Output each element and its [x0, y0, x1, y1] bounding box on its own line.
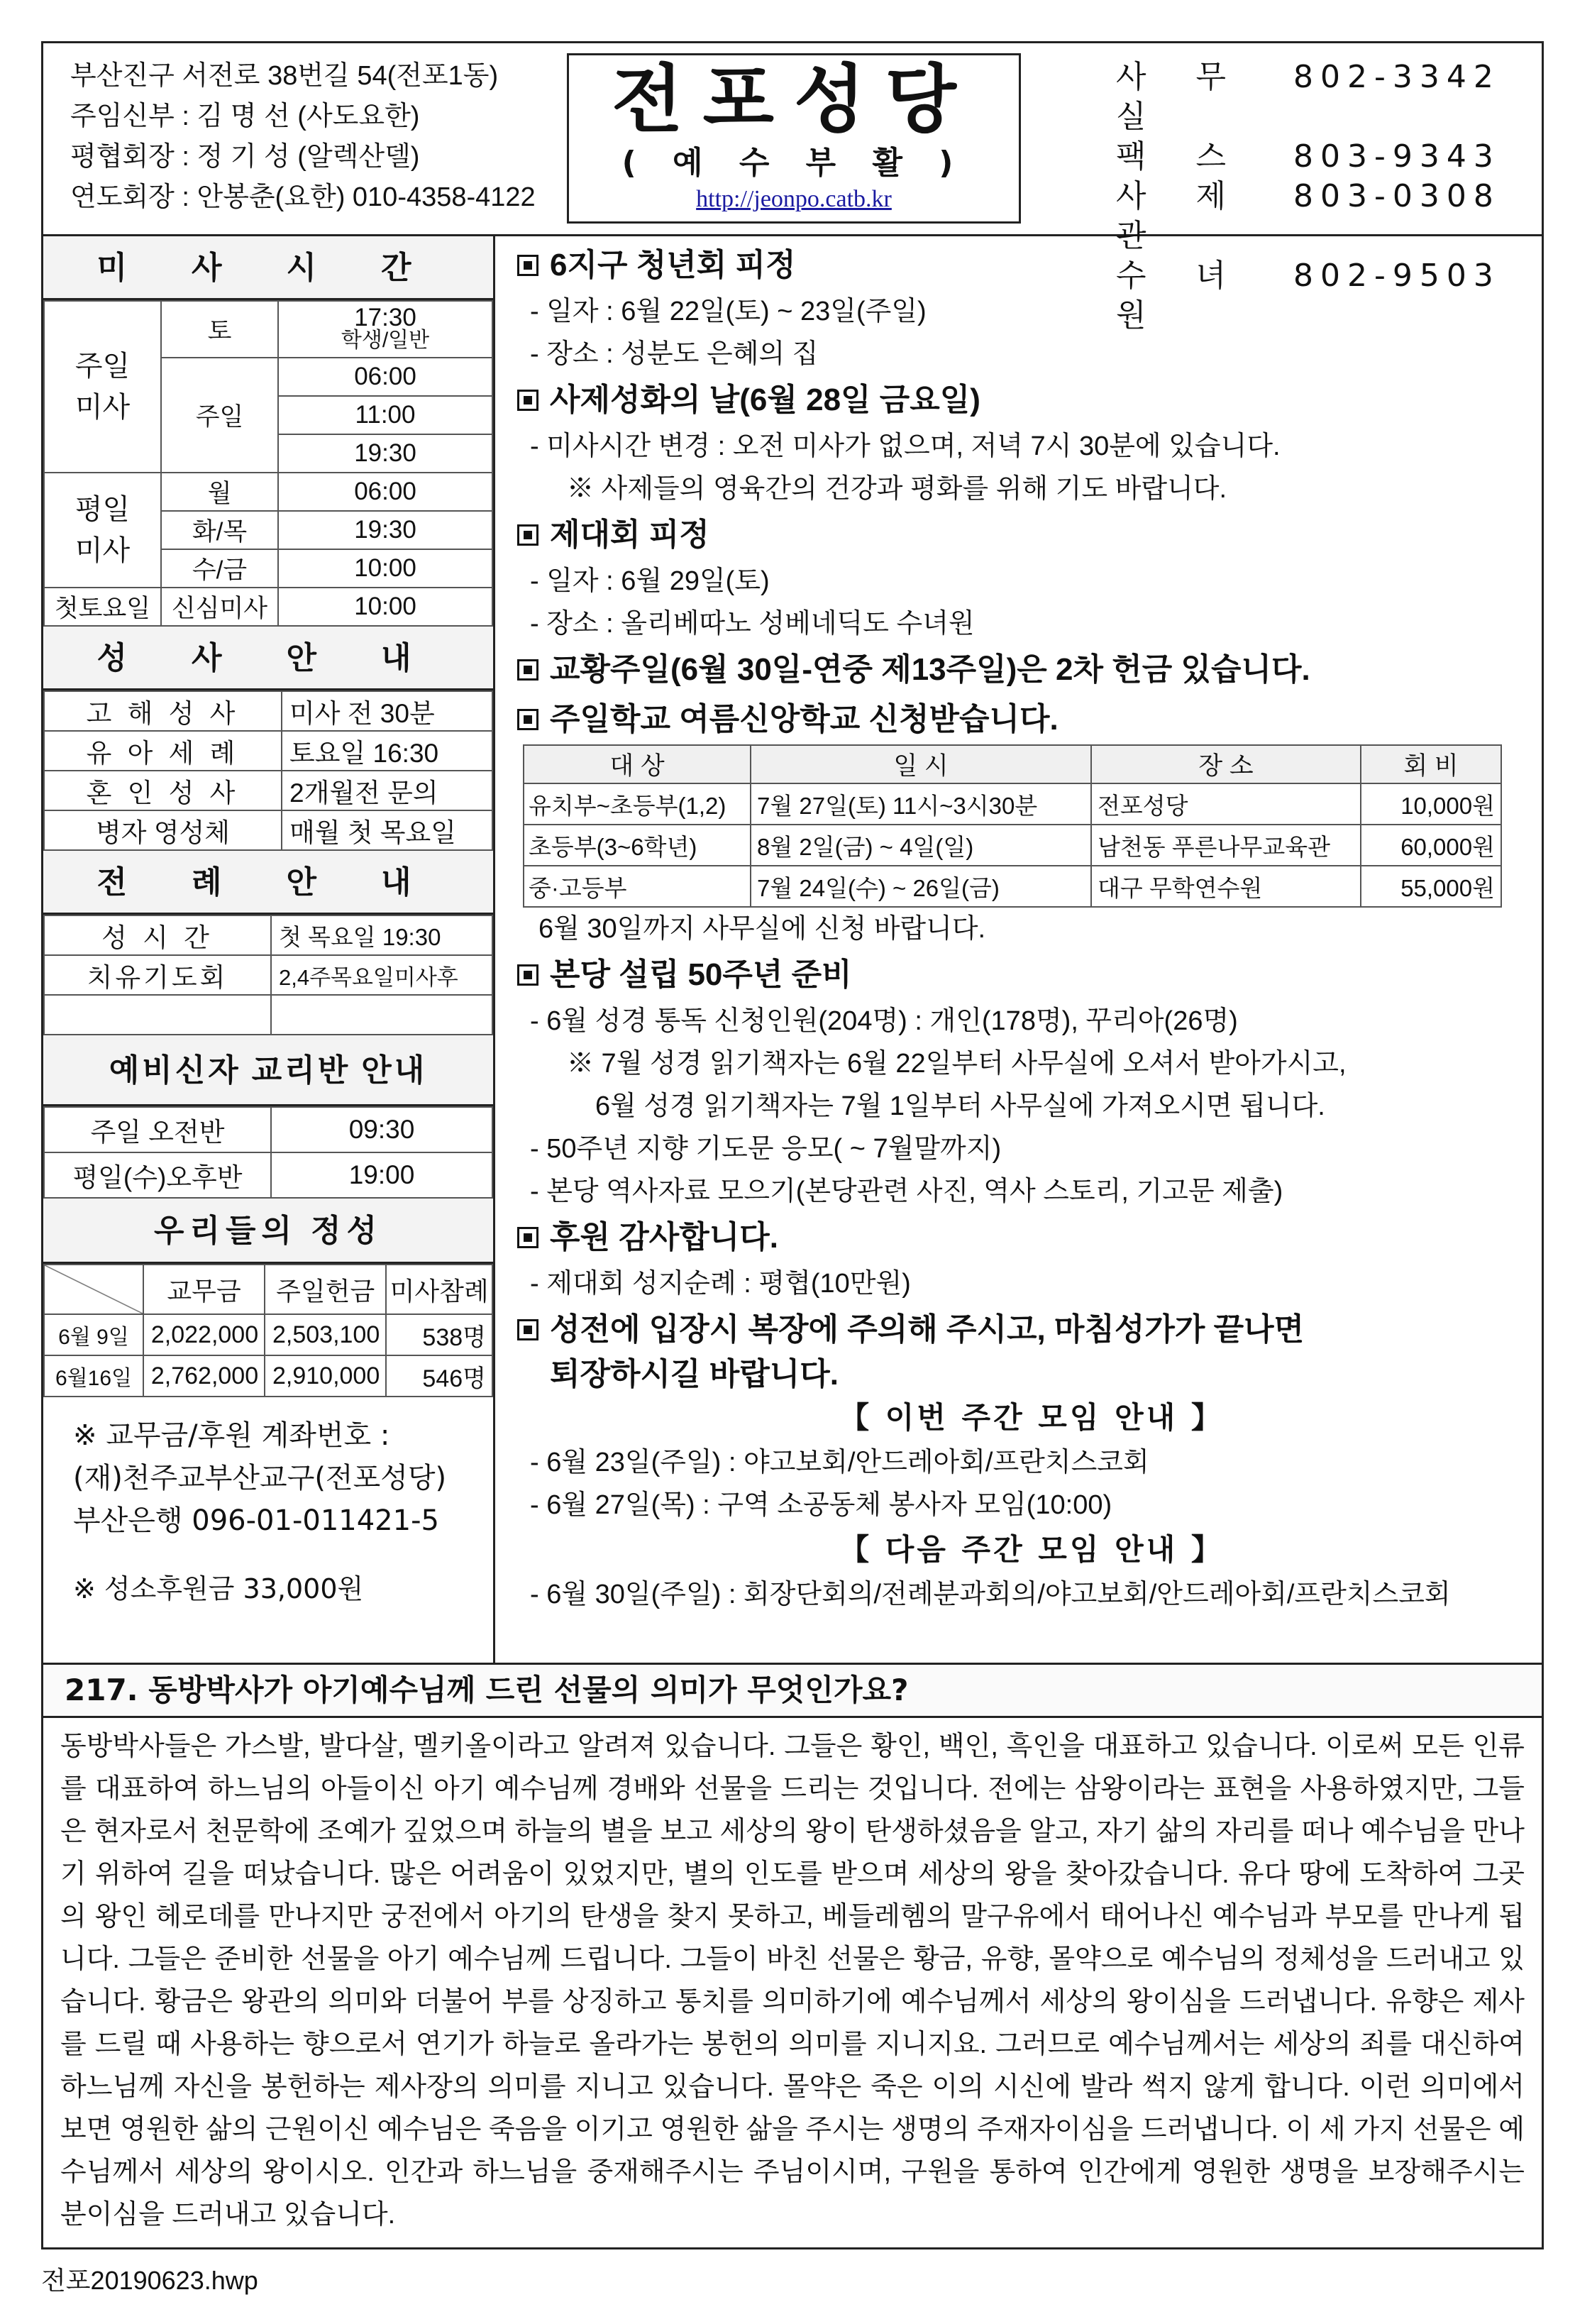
news-line: - 6월 27일(목) : 구역 소공동체 봉사자 모임(10:00) — [530, 1490, 1112, 1520]
firstsat-kind: 신심미사 — [161, 588, 278, 626]
class-name: 평일(수)오후반 — [44, 1152, 271, 1198]
sacrament-name: 병자 영성체 — [44, 810, 282, 850]
mon-time: 06:00 — [278, 473, 492, 511]
left-column — [43, 236, 495, 1663]
news-line: ※ 사제들의 영육간의 건강과 평화를 위해 기도 바랍니다. — [567, 474, 1227, 504]
square-bullet-icon — [517, 964, 538, 986]
pastor: 주임신부 : 김 명 선 (사도요한) — [70, 101, 420, 131]
worship-empty — [271, 995, 492, 1035]
square-bullet-icon — [517, 255, 538, 276]
table-cell: 중·고등부 — [524, 866, 751, 907]
file-name: 전포20190623.hwp — [41, 2266, 258, 2295]
table-cell: 10,000원 — [1361, 783, 1501, 825]
mon-label: 월 — [161, 473, 278, 511]
worship-time: 2,4주목요일미사후 — [271, 955, 492, 995]
news-heading: 사제성화의 날(6월 28일 금요일) — [517, 375, 1546, 425]
news-line: 6월 성경 읽기책자는 7월 1일부터 사무실에 가져오시면 됩니다. — [595, 1091, 1325, 1121]
account-info — [43, 1397, 493, 1610]
qa-section — [43, 1663, 1542, 2252]
sun-time: 19:30 — [278, 434, 492, 473]
col-header: 미사참례 — [386, 1265, 492, 1314]
nextweek-title: 【 다음 주간 모임 안내 】 — [839, 1532, 1224, 1567]
phone-number: 803-0308 — [1293, 178, 1501, 214]
table-cell: 초등부(3~6학년) — [524, 825, 751, 866]
firstsat-label: 첫토요일 — [44, 588, 161, 626]
table-cell: 전포성당 — [1091, 783, 1361, 825]
address: 부산진구 서전로 38번길 54(전포1동) — [70, 61, 499, 91]
phone-number: 802-3342 — [1293, 59, 1501, 95]
sacrament-title: 성 사 안 내 — [43, 627, 493, 690]
account-line: 부산은행 096-01-011421-5 — [73, 1504, 439, 1537]
table-cell: 8월 2일(금) ~ 4일(일) — [751, 825, 1091, 866]
table-cell: 7월 24일(수) ~ 26일(금) — [751, 866, 1091, 907]
worship-table — [43, 915, 493, 1035]
title-box — [567, 53, 1021, 224]
news-line: - 일자 : 6월 29일(토) — [530, 566, 770, 596]
parish-info — [70, 56, 581, 218]
tuethu-label: 화/목 — [161, 511, 278, 549]
offering-value: 538명 — [386, 1314, 492, 1355]
ladies-president: 연도회장 : 안봉춘(요한) 010-4358-4122 — [70, 182, 536, 212]
sacrament-time: 매월 첫 목요일 — [282, 810, 492, 850]
news-line: - 50주년 지향 기도문 응모( ~ 7월말까지) — [530, 1134, 1002, 1164]
offering-title: 우리들의 정성 — [43, 1199, 493, 1264]
diagonal-cell — [44, 1265, 143, 1314]
mass-title: 미 사 시 간 — [43, 236, 493, 300]
table-cell: 7월 27일(토) 11시~3시30분 — [751, 783, 1091, 825]
news-heading: 주일학교 여름신앙학교 신청받습니다. — [517, 695, 1546, 744]
worship-title: 전 례 안 내 — [43, 851, 493, 915]
sacrament-time: 2개월전 문의 — [282, 771, 492, 810]
class-time: 19:00 — [271, 1152, 492, 1198]
news-heading: 본당 설립 50주년 준비 — [517, 950, 1546, 1000]
news-line: - 장소 : 성분도 은혜의 집 — [530, 339, 819, 369]
catechumen-title: 예비신자 교리반 안내 — [43, 1035, 493, 1106]
qa-title: 217. 동방박사가 아기예수님께 드린 선물의 의미가 무엇인가요? — [43, 1665, 1542, 1718]
news-line: - 일자 : 6월 22일(토) ~ 23일(주일) — [530, 297, 927, 326]
sacrament-name: 고 해 성 사 — [44, 691, 282, 731]
offering-value: 546명 — [386, 1355, 492, 1397]
table-cell: 유치부~초등부(1,2) — [524, 783, 751, 825]
sun-label: 주일 — [161, 358, 278, 473]
offering-value: 2,910,000 — [265, 1355, 386, 1397]
council-president: 평협회장 : 정 기 성 (알렉산델) — [70, 142, 420, 172]
account-line: ※ 교무금/후원 계좌번호 : — [73, 1419, 390, 1452]
support-info: ※ 성소후원금 33,000원 — [73, 1573, 364, 1604]
news-heading: 성전에 입장시 복장에 주의해 주시고, 마침성가가 끝나면 — [517, 1305, 1546, 1355]
phone-label: 사 무 실 — [1116, 59, 1246, 135]
sacrament-time: 토요일 16:30 — [282, 731, 492, 771]
worship-empty — [44, 995, 271, 1035]
phone-label: 사 제 관 — [1116, 178, 1246, 254]
news-line: 6월 30일까지 사무실에 신청 바랍니다. — [538, 914, 986, 944]
class-name: 주일 오전반 — [44, 1107, 271, 1152]
catechumen-table — [43, 1106, 493, 1199]
col-header: 장 소 — [1091, 745, 1361, 783]
col-header: 교무금 — [143, 1265, 265, 1314]
news-line: - 본당 역사자료 모으기(본당관련 사진, 역사 스토리, 기고문 제출) — [530, 1177, 1283, 1206]
news-line: - 6월 23일(주일) : 야고보회/안드레아회/프란치스코회 — [530, 1448, 1149, 1477]
sat-note: 학생/일반 — [341, 329, 430, 352]
col-header: 대 상 — [524, 745, 751, 783]
parish-title: 전포성당 — [612, 60, 976, 141]
worship-time: 첫 목요일 19:30 — [271, 915, 492, 955]
sacrament-name: 유 아 세 례 — [44, 731, 282, 771]
square-bullet-icon — [517, 390, 538, 411]
col-header: 주일헌금 — [265, 1265, 386, 1314]
offering-date: 6월 9일 — [44, 1314, 143, 1355]
news-heading: 후원 감사합니다. — [517, 1213, 1546, 1262]
firstsat-time: 10:00 — [278, 588, 492, 626]
news-line: - 6월 성경 통독 신청인원(204명) : 개인(178명), 꾸리아(26명) — [530, 1006, 1238, 1036]
website-link[interactable]: http://jeonpo.catb.kr — [696, 186, 892, 212]
offering-date: 6월16일 — [44, 1355, 143, 1397]
sacrament-time: 미사 전 30분 — [282, 691, 492, 731]
sun-time: 11:00 — [278, 396, 492, 434]
tuethu-time: 19:30 — [278, 511, 492, 549]
news-line: - 제대회 성지순례 : 평협(10만원) — [530, 1269, 911, 1299]
offering-value: 2,503,100 — [265, 1314, 386, 1355]
table-cell: 55,000원 — [1361, 866, 1501, 907]
square-bullet-icon — [517, 1227, 538, 1248]
account-line: (재)천주교부산교구(전포성당) — [73, 1462, 447, 1494]
news-heading: 교황주일(6월 30일-연중 제13주일)은 2차 헌금 있습니다. — [517, 645, 1546, 695]
qa-body: 동방박사들은 가스발, 발다살, 멜키올이라고 알려져 있습니다. 그들은 황인, 백인, 흑인을 대표하고 있습니다. 이로써 모든 인류를 대표하여 하느님의 아들이신 아기 예수님께 경배와 선물을 드리는 것입니다. 전에는 삼왕이라는 표현을 사용하였지만, 그들은 현자로서 천문학에 조예가 깊었으며 하늘의 별을 보고 세상의 왕이 탄생하셨음을 알고, 자기 삶의 자리를 떠나 예수님을 만나기 위하여 길을 떠났습니다. 많은 어려움이 있었지만, 별의 인도를 받으며 세상의 왕을 찾아갔습니다. 유다 땅에 도착하여 그곳의 왕인 헤로데를 만나지만 궁전에서 아기의 탄생을 찾지 못하고, 베들레헴의 말구유에서 태어나신 예수님과 부모를 만나게 됩니다. 그들은 준비한 선물을 아기 예수님께 드립니다. 그들이 바친 선물은 황금, 유향, 몰약으로 예수님의 정체성을 드러내고 있습니다. 황금은 왕관의 의미와 더불어 부를 상징하고 통치를 의미하기에 예수님께서 세상의 왕이심을 드러냅니다. 유향은 제사를 드릴 때 사용하는 향으로서 연기가 하늘로 올라가는 봉헌의 의미를 지니지요. 그러므로 예수님께서는 세상의 죄를 대신하여 하느님께 자신을 봉헌하는 제사장의 의미를 지니고 있습니다. 몰약은 죽은 이의 시신에 발라 썩지 않게 합니다. 이런 의미에서 보면 영원한 삶의 근원이신 예수님은 죽음을 이기고 영원한 삶을 주시는 생명의 주재자이심을 드러냅니다. 이 세 가지 선물은 예수님께서 세상의 왕이시오. 인간과 하느님을 중재해주시는 주님이시며, 구원을 통하여 인간에게 영원한 생명을 보장해주시는 분이심을 드러내고 있습니다. — [60, 1731, 1525, 2230]
sun-time: 06:00 — [278, 358, 492, 396]
news-line: - 장소 : 올리베따노 성베네딕도 수녀원 — [530, 609, 975, 639]
offering-table — [43, 1264, 493, 1397]
right-column — [497, 236, 1546, 1663]
subtitle: ( 예 수 부 활 ) — [621, 145, 966, 181]
news-heading: 제대회 피정 — [517, 510, 1546, 560]
phone-number: 803-9343 — [1293, 138, 1501, 175]
sunday-mass-label: 주일 미사 — [44, 301, 161, 473]
news-line: - 6월 30일(주일) : 회장단회의/전례분과회의/야고보회/안드레아회/프란치스코회 — [530, 1580, 1451, 1609]
class-time: 09:30 — [271, 1107, 492, 1152]
square-bullet-icon — [517, 1319, 538, 1340]
wedfri-time: 10:00 — [278, 549, 492, 588]
news-list — [497, 236, 1546, 1616]
table-cell: 남천동 푸른나무교육관 — [1091, 825, 1361, 866]
thisweek-title: 【 이번 주간 모임 안내 】 — [839, 1400, 1224, 1435]
worship-name: 성 시 간 — [44, 915, 271, 955]
sat-label: 토 — [161, 301, 278, 358]
mass-table — [43, 300, 493, 627]
col-header: 일 시 — [751, 745, 1091, 783]
offering-value: 2,022,000 — [143, 1314, 265, 1355]
phone-label: 팩 스 — [1116, 138, 1246, 175]
offering-value: 2,762,000 — [143, 1355, 265, 1397]
table-cell: 60,000원 — [1361, 825, 1501, 866]
sacrament-table — [43, 690, 493, 851]
weekday-mass-label: 평일 미사 — [44, 473, 161, 588]
table-cell: 대구 무학연수원 — [1091, 866, 1361, 907]
news-line: ※ 7월 성경 읽기책자는 6월 22일부터 사무실에 오셔서 받아가시고, — [567, 1049, 1347, 1079]
worship-name: 치유기도회 — [44, 955, 271, 995]
sat-time: 17:30 — [354, 304, 416, 331]
news-line: - 미사시간 변경 : 오전 미사가 없으며, 저녁 7시 30분에 있습니다. — [530, 431, 1281, 461]
square-bullet-icon — [517, 709, 538, 730]
square-bullet-icon — [517, 524, 538, 546]
phone-label: 수 녀 원 — [1116, 258, 1246, 334]
summer-school-table — [523, 744, 1502, 908]
col-header: 회 비 — [1361, 745, 1501, 783]
bulletin-page — [41, 41, 1544, 2249]
news-heading: 6지구 청년회 피정 — [517, 241, 1546, 290]
square-bullet-icon — [517, 659, 538, 681]
wedfri-label: 수/금 — [161, 549, 278, 588]
phone-number: 802-9503 — [1293, 258, 1501, 294]
news-heading-cont: 퇴장하시길 바랍니다. — [550, 1357, 839, 1392]
sacrament-name: 혼 인 성 사 — [44, 771, 282, 810]
